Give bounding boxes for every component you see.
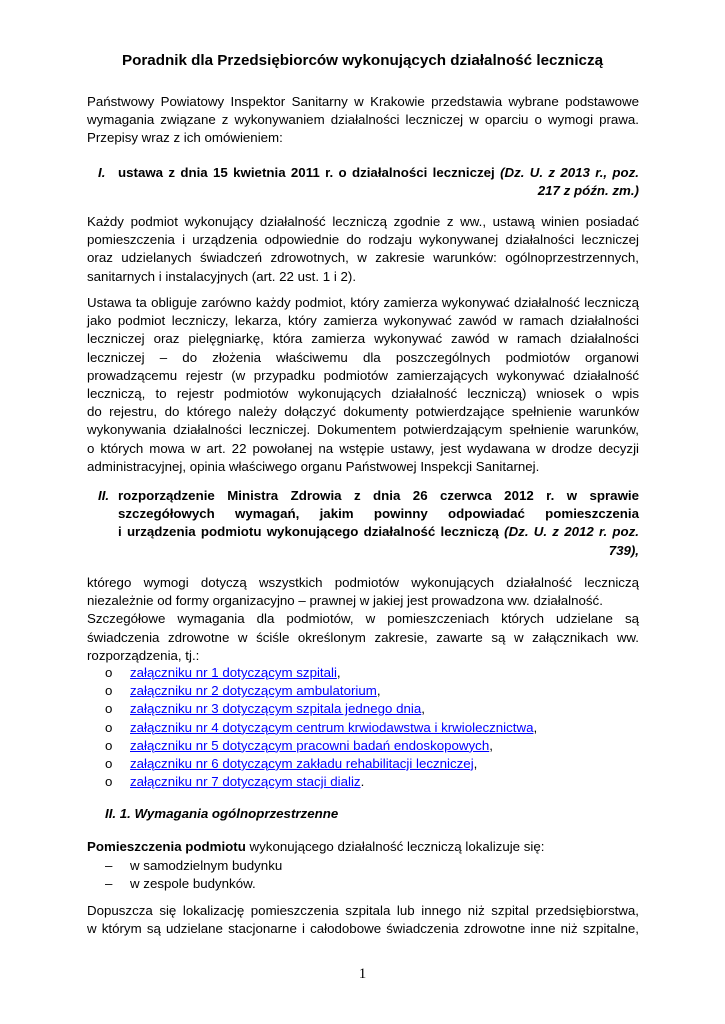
list-item <box>105 682 639 700</box>
text-line: Każdy podmiot wykonujący działalność leczniczą zgodnie z ww., ustawą winien posiadać <box>87 214 639 229</box>
list-punctuation: . <box>360 774 365 790</box>
list-punctuation: , <box>336 665 341 680</box>
section-number: II. <box>98 488 110 503</box>
attachment-link-7[interactable]: załączniku nr 7 dotyczącym stacji dializ <box>130 774 361 790</box>
list-punctuation: , <box>473 755 478 771</box>
list-bullet: o <box>105 719 113 735</box>
list-item <box>105 700 639 718</box>
section-2-title-line: i urządzenia podmiotu wykonującego działalność leczniczą <box>118 524 499 540</box>
list-punctuation: , <box>489 737 493 753</box>
attachments-list <box>105 664 639 791</box>
list-item <box>105 875 639 893</box>
section-2-reference: (Dz. U. z 2012 r. poz. <box>504 524 639 540</box>
text-line: administracyjnej, opinia właściwego organu Państwowej Inspekcji Sanitarnej. <box>87 458 540 474</box>
attachment-link-4[interactable]: załączniku nr 4 dotyczącym centrum krwiodawstwa i krwiolecznictwa <box>130 719 534 735</box>
attachment-link-6[interactable]: załączniku nr 6 dotyczącym zakładu rehabilitacji leczniczej <box>130 755 474 771</box>
list-item <box>105 773 639 791</box>
text-line: leczniczej oraz pielęgniarkę, która zamierza wykonywać zawód w ramach działalności <box>87 331 639 347</box>
list-item <box>105 737 639 755</box>
section-1-reference: (Dz. U. z 2013 r., poz. <box>500 165 639 180</box>
list-bullet: o <box>105 701 113 717</box>
list-text: w samodzielnym budynku <box>130 858 283 873</box>
section-number: I. <box>98 165 106 180</box>
list-bullet: o <box>105 665 113 680</box>
text-line: Szczegółowe wymagania dla podmiotów, w pomieszczeniach których udzielane są <box>87 611 639 627</box>
text-line: w którym są udzielane stacjonarne i całodobowe świadczenia zdrowotne inne niż szpitalne, <box>87 921 639 937</box>
list-bullet: o <box>105 774 113 790</box>
attachment-link-3[interactable]: załączniku nr 3 dotyczącym szpitala jednego dnia <box>130 701 422 717</box>
list-punctuation: , <box>533 719 538 735</box>
list-text: w zespole budynków. <box>130 876 256 892</box>
list-bullet: o <box>105 755 113 771</box>
text-line: jako podmiot leczniczy, lekarza, który zamierza wykonywać zawód w ramach działalności <box>87 313 639 329</box>
page-number: 1 <box>358 966 367 982</box>
text-line: niezależnie od formy organizacyjno – prawnej w jakiej jest prowadzona ww. działalność. <box>87 593 603 609</box>
text-line: świadczenia zdrowotne w ściśle określonym zakresie, zawarte są w załącznikach ww. <box>87 629 639 645</box>
document-title: Poradnik dla Przedsiębiorców wykonujących działalność leczniczą <box>121 52 604 69</box>
list-item <box>105 755 639 773</box>
text-line: Ustawa ta obliguje zarówno każdy podmiot, który zamierza wykonywać działalność leczniczą <box>87 295 639 310</box>
list-bullet: o <box>105 683 113 699</box>
text-line: do rejestru, do którego należy dołączyć dokumenty potwierdzające spełnienie warunków <box>87 404 639 420</box>
dash-bullet: – <box>105 876 113 892</box>
section-2-title-line: rozporządzenie Ministra Zdrowia z dnia 26 czerwca 2012 r. w sprawie <box>118 488 639 503</box>
attachment-link-2[interactable]: załączniku nr 2 dotyczącym ambulatorium <box>130 683 377 699</box>
subsection-heading: II. 1. Wymagania ogólnoprzestrzenne <box>105 806 339 821</box>
text-line: oraz udzielanych świadczeń zdrowotnych, w zakresie warunków: ogólnoprzestrzennych, <box>87 250 639 266</box>
list-bullet: o <box>105 737 113 753</box>
section-2-title-line: szczegółowych wymagań, jakim powinny odpowiadać pomieszczenia <box>118 506 639 522</box>
list-punctuation: , <box>376 683 381 699</box>
text-line: sanitarnych i instalacyjnych (art. 22 ust. 1 i 2). <box>87 268 357 284</box>
section-2-heading <box>98 487 639 561</box>
text-line: rozporządzenia, tj.: <box>87 647 200 663</box>
list-punctuation: , <box>421 701 425 717</box>
section-1-heading <box>98 164 639 202</box>
list-item <box>105 719 639 737</box>
text-fragment: wykonującego działalność leczniczą lokalizuje się: <box>245 839 545 854</box>
text-line: Przepisy wraz z ich omówieniem: <box>87 130 283 146</box>
list-item <box>105 857 639 875</box>
text-line: Dopuszcza się lokalizację pomieszczenia szpitala lub innego niż szpital przedsiębiorstwa, <box>87 903 639 918</box>
attachment-link-5[interactable]: załączniku nr 5 dotyczącym pracowni badań endoskopowych <box>130 737 490 753</box>
paragraph-placement <box>87 902 639 938</box>
dash-bullet: – <box>105 858 113 873</box>
section-1-reference-cont: 217 z późn. zm.) <box>537 183 639 199</box>
attachment-link-1[interactable]: załączniku nr 1 dotyczącym szpitali <box>130 665 337 680</box>
text-line: leczniczą, to rejestr podmiotów wykonujących działalność leczniczą) wniosek o wpis <box>87 386 639 402</box>
section-1-title: ustawa z dnia 15 kwietnia 2011 r. o działalności leczniczej <box>118 165 495 180</box>
section-2-reference-cont: 739), <box>608 542 639 558</box>
text-line: leczniczej – do złożenia właściwemu dla poszczególnych podmiotów organowi <box>87 349 639 365</box>
paragraph-obligations <box>87 294 639 476</box>
list-item <box>105 664 639 682</box>
text-line: wykonywania działalności leczniczej. Dokumentem potwierdzającym spełnienie warunków, <box>87 422 639 438</box>
paragraph-location <box>87 838 639 856</box>
intro-paragraph <box>87 93 639 148</box>
paragraph-requirements <box>87 213 639 286</box>
text-line: wymagania związane z wykonywaniem działalności leczniczej w oparciu o wymogi prawa. <box>87 112 639 128</box>
location-list <box>105 857 639 893</box>
bold-term: Pomieszczenia podmiotu <box>87 839 246 854</box>
text-line: prowadzącemu rejestr (w przypadku podmiotów zamierzających wykonywać działalność <box>87 367 639 383</box>
text-line: o których mowa w art. 22 powołanej na wstępie ustawy, jest wydawana w drodze decyzji <box>87 440 639 456</box>
text-line: którego wymogi dotyczą wszystkich podmiotów wykonujących działalność leczniczą <box>87 575 639 590</box>
text-line: Państwowy Powiatowy Inspektor Sanitarny w Krakowie przedstawia wybrane podstawowe <box>87 94 639 109</box>
text-line: pomieszczenia i urządzenia odpowiednie do rodzaju wykonywanej działalności leczniczej <box>87 232 639 248</box>
paragraph-scope <box>87 574 639 665</box>
